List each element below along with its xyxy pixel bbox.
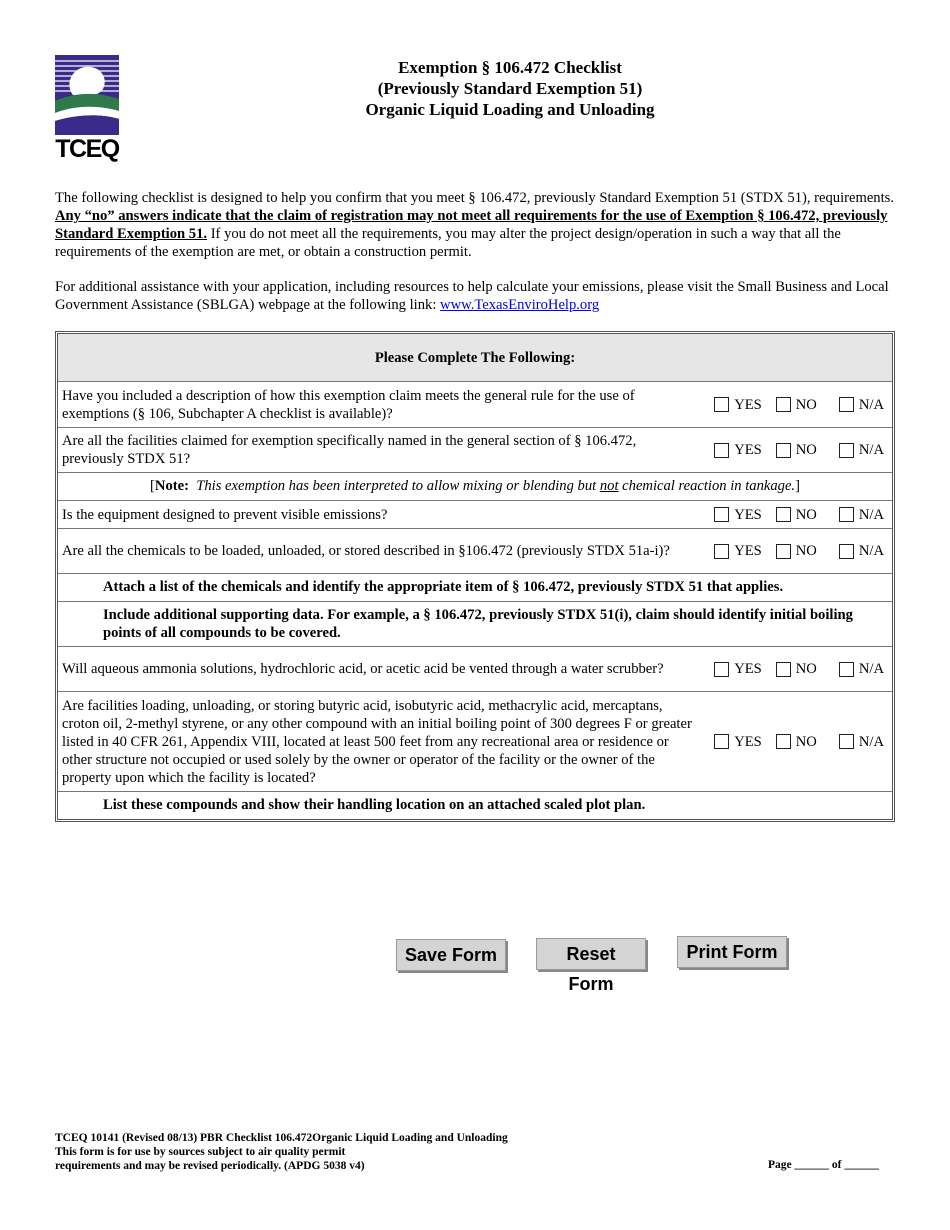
checkbox-box[interactable] [839, 443, 854, 458]
question-text: Are all the facilities claimed for exemption specifically named in the general section of § 106.472, previously STDX 51? [62, 433, 637, 467]
checkbox-box[interactable] [839, 662, 854, 677]
tceq-logo-text: TCEQ [55, 135, 119, 163]
na-checkbox[interactable]: N/A [839, 396, 884, 414]
checkbox-box[interactable] [839, 734, 854, 749]
question-row-visible-emissions [58, 501, 892, 529]
note-row: [Note: This exemption has been interpreted to allow mixing or blending but not chemical reaction in tankage.] [58, 473, 892, 501]
question-row-water-scrubber [58, 647, 892, 692]
title-line-2: (Previously Standard Exemption 51) [377, 79, 643, 98]
checkbox-box[interactable] [776, 544, 791, 559]
checkbox-box[interactable] [776, 443, 791, 458]
attach-list-instruction: Attach a list of the chemicals and identify the appropriate item of § 106.472, previously STDX 51 that applies. [58, 574, 892, 602]
answer-options [692, 660, 888, 678]
yes-checkbox[interactable]: YES [714, 396, 762, 414]
yes-checkbox[interactable]: YES [714, 660, 762, 678]
no-checkbox[interactable]: NO [776, 506, 817, 524]
intro-paragraph-2: For additional assistance with your application, including resources to help calculate your emissions, please visit the Small Business and Local Government Assistance (SBLGA) webpage at the following link: www.TexasEnviroHelp.org [55, 279, 889, 313]
table-header: Please Complete The Following: [58, 334, 892, 382]
question-row-chemicals-described [58, 529, 892, 574]
question-row-facilities-named [58, 428, 892, 473]
answer-options [692, 441, 888, 459]
checkbox-box[interactable] [714, 662, 729, 677]
question-row-general-rule [58, 382, 892, 428]
question-text: Is the equipment designed to prevent visible emissions? [62, 506, 388, 523]
question-text: Are all the chemicals to be loaded, unloaded, or stored described in §106.472 (previously STDX 51a-i)? [62, 543, 670, 559]
answer-options [692, 396, 888, 414]
intro-paragraph-1: The following checklist is designed to help you confirm that you meet § 106.472, previously Standard Exemption 51 (STDX 51), requirements. Any “no” answers indicate that the claim of registration may not meet all requirements for the use of Exemption § 106.472, previously Standard Exemption 51. If you do not meet all the requirements, you may alter the project design/operation in such a way that all the requirements of the exemption are met, or obtain a construction permit. [55, 190, 894, 260]
supporting-data-instruction: Include additional supporting data. For example, a § 106.472, previously STDX 51(i), claim should identify initial boiling points of all compounds to be covered. [58, 602, 892, 647]
na-checkbox[interactable]: N/A [839, 441, 884, 459]
checkbox-box[interactable] [714, 507, 729, 522]
na-checkbox[interactable]: N/A [839, 506, 884, 524]
note-label: Note: [154, 478, 189, 494]
plot-plan-instruction: List these compounds and show their handling location on an attached scaled plot plan. [103, 797, 646, 813]
answer-options [692, 506, 888, 524]
checkbox-box[interactable] [839, 397, 854, 412]
question-text: Have you included a description of how this exemption claim meets the general rule for the use of exemptions (§ 106, Subchapter A checklist is available)? [62, 387, 635, 422]
yes-checkbox[interactable]: YES [714, 441, 762, 459]
checkbox-box[interactable] [776, 397, 791, 412]
answer-options [692, 542, 888, 560]
no-checkbox[interactable]: NO [776, 733, 817, 751]
footer-line-2: This form is for use by sources subject to air quality permit [55, 1146, 346, 1158]
no-checkbox[interactable]: NO [776, 441, 817, 459]
yes-checkbox[interactable]: YES [714, 733, 762, 751]
checkbox-box[interactable] [776, 507, 791, 522]
intro-warning: Any “no” answers indicate that the claim of registration may not meet all requirements for the use of Exemption § 106.472, previously Standard Exemption 51. [55, 208, 888, 242]
footer-line-3: requirements and may be revised periodically. (APDG 5038 v4) [55, 1160, 365, 1172]
tceq-emblem-icon [55, 55, 119, 135]
form-footer [55, 1131, 655, 1173]
na-checkbox[interactable]: N/A [839, 542, 884, 560]
checkbox-box[interactable] [714, 443, 729, 458]
checkbox-box[interactable] [839, 544, 854, 559]
answer-options [692, 733, 888, 751]
tceq-logo [55, 55, 119, 163]
save-form-button[interactable]: Save Form [396, 939, 506, 971]
checkbox-box[interactable] [714, 397, 729, 412]
checklist-table [55, 331, 895, 822]
footer-form-id: TCEQ 10141 (Revised 08/13) PBR Checklist 106.472Organic Liquid Loading and Unloading [55, 1132, 508, 1144]
no-checkbox[interactable]: NO [776, 396, 817, 414]
checkbox-box[interactable] [776, 734, 791, 749]
yes-checkbox[interactable]: YES [714, 542, 762, 560]
no-checkbox[interactable]: NO [776, 542, 817, 560]
checkbox-box[interactable] [839, 507, 854, 522]
reset-form-button[interactable]: Reset Form [536, 938, 646, 970]
checkbox-box[interactable] [714, 544, 729, 559]
checkbox-box[interactable] [714, 734, 729, 749]
na-checkbox[interactable]: N/A [839, 660, 884, 678]
title-line-3: Organic Liquid Loading and Unloading [365, 100, 655, 119]
page-number: Page ______ of ______ [768, 1159, 879, 1171]
print-form-button[interactable]: Print Form [677, 936, 787, 968]
question-text: Are facilities loading, unloading, or storing butyric acid, isobutyric acid, methacrylic acid, mercaptans, croton oil, 2-methyl styrene, or any other compound with an initial boiling point of 300 degrees F or greater listed in 40 CFR 261, Appendix VIII, located at least 500 feet from any recreational area or residence or other structure not occupied or used solely by the owner or operator of the facility or the owner of the property upon which the facility is located? [62, 697, 692, 786]
yes-checkbox[interactable]: YES [714, 506, 762, 524]
no-checkbox[interactable]: NO [776, 660, 817, 678]
title-line-1: Exemption § 106.472 Checklist [398, 58, 622, 77]
question-row-boiling-point-compounds [58, 692, 892, 792]
checkbox-box[interactable] [776, 662, 791, 677]
question-text: Will aqueous ammonia solutions, hydrochloric acid, or acetic acid be vented through a water scrubber? [62, 661, 664, 677]
form-title [270, 57, 750, 120]
na-checkbox[interactable]: N/A [839, 733, 884, 751]
texasenvirohelp-link[interactable]: www.TexasEnviroHelp.org [440, 297, 600, 313]
